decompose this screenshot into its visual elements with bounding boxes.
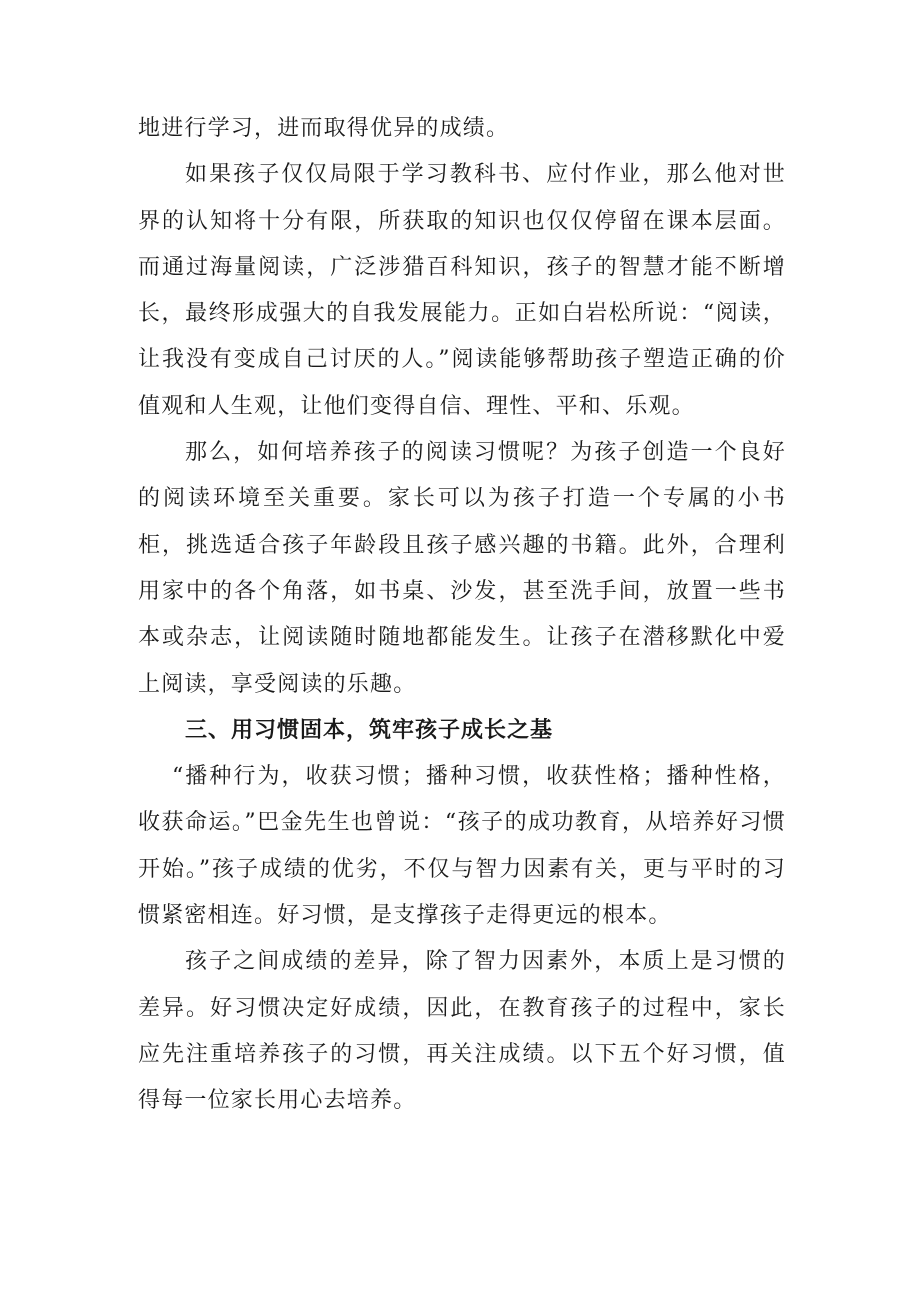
- paragraph-reading-importance: 如果孩子仅仅局限于学习教科书、应付作业，那么他对世界的认知将十分有限，所获取的知识也仅仅停留在课本层面。而通过海量阅读，广泛涉猎百科知识，孩子的智慧才能不断增长，最终形成强大的自我发展能力。正如白岩松所说：“阅读，让我没有变成自己讨厌的人。”阅读能够帮助孩子塑造正确的价值观和人生观，让他们变得自信、理性、平和、乐观。: [138, 162, 786, 419]
- paragraph-habit-difference: 孩子之间成绩的差异，除了智力因素外，本质上是习惯的差异。好习惯决定好成绩，因此，在教育孩子的过程中，家长应先注重培养孩子的习惯，再关注成绩。以下五个好习惯，值得每一位家长用心去培养。: [138, 949, 786, 1114]
- section-heading: 三、用习惯固本，筑牢孩子成长之基: [185, 717, 554, 743]
- paragraph-continuation: 地进行学习，进而取得优异的成绩。: [138, 116, 510, 141]
- paragraph-reading-habit: 那么，如何培养孩子的阅读习惯呢？为孩子创造一个良好的阅读环境至关重要。家长可以为孩子打造一个专属的小书柜，挑选适合孩子年龄段且孩子感兴趣的书籍。此外，合理利用家中的各个角落，如书桌、沙发，甚至洗手间，放置一些书本或杂志，让阅读随时随地都能发生。让孩子在潜移默化中爱上阅读，享受阅读的乐趣。: [138, 440, 786, 697]
- paragraph-habit-quote: “播种行为，收获习惯；播种习惯，收获性格；播种性格，收获命运。”巴金先生也曾说：“孩子的成功教育，从培养好习惯开始。”孩子成绩的优劣，不仅与智力因素有关，更与平时的习惯紧密相连。好习惯，是支撑孩子走得更远的根本。: [138, 764, 786, 929]
- document-body: [138, 106, 786, 1125]
